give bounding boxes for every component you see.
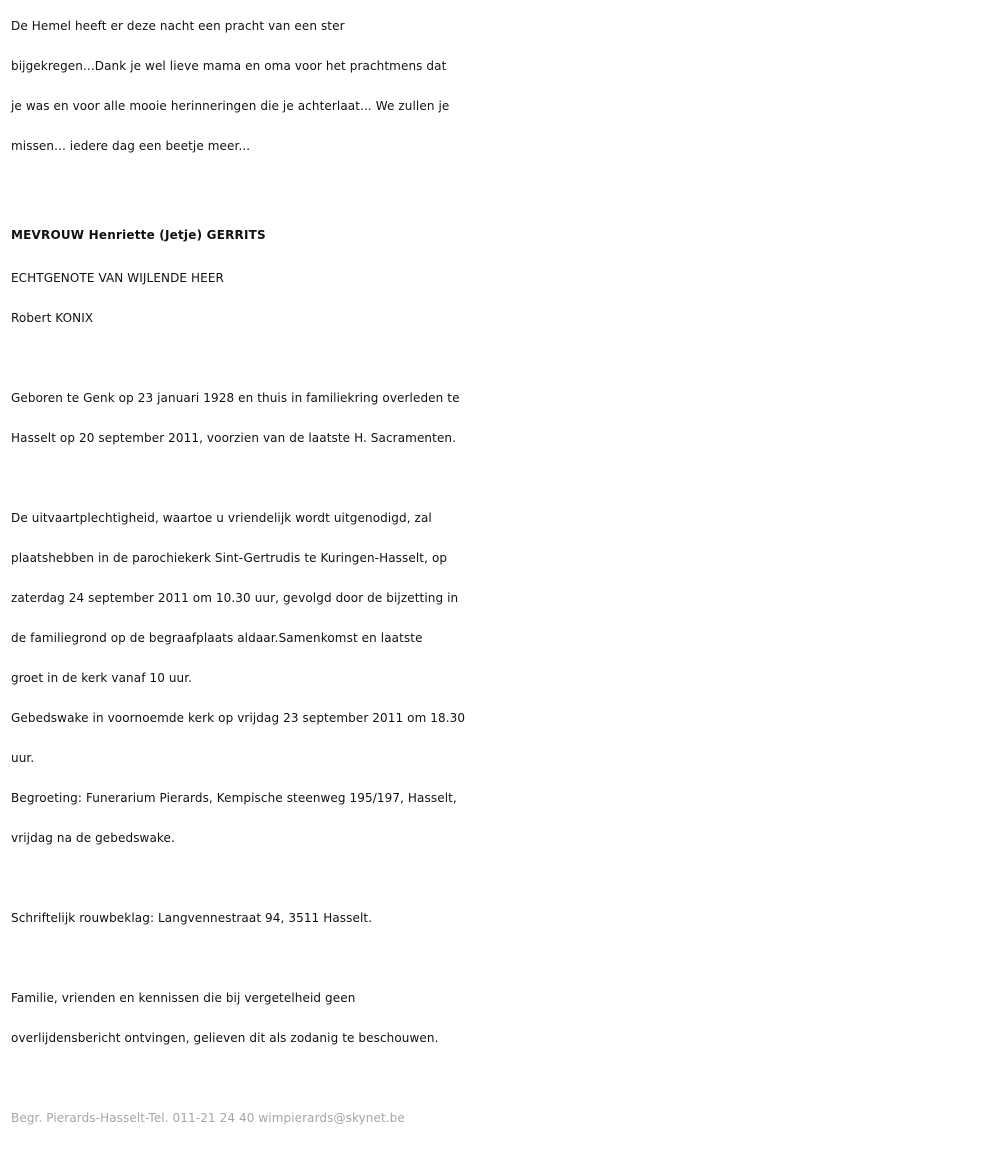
obituary-notice [11, 6, 993, 1138]
spacer [11, 166, 993, 212]
birth-death-line: Hasselt op 20 september 2011, voorzien van de laatste H. Sacramenten. [11, 431, 457, 445]
intro-line: bijgekregen...Dank je wel lieve mama en oma voor het prachtmens dat [11, 59, 447, 73]
spouse-line: ECHTGENOTE VAN WIJLENDE HEER [11, 271, 224, 285]
birth-death-paragraph [11, 378, 993, 458]
deceased-name-title: MEVROUW Henriette (Jetje) GERRITS [11, 228, 266, 242]
ceremony-line: de familiegrond op de begraafplaats aldaar.Samenkomst en laatste [11, 631, 423, 645]
family-notice-line: overlijdensbericht ontvingen, gelieven dit als zodanig te beschouwen. [11, 1031, 439, 1045]
intro-line: De Hemel heeft er deze nacht een pracht van een ster [11, 19, 345, 33]
intro-paragraph [11, 6, 993, 166]
ceremony-line: Gebedswake in voornoemde kerk op vrijdag 23 september 2011 om 18.30 [11, 711, 466, 725]
spouse-line: Robert KONIX [11, 311, 94, 325]
ceremony-line: vrijdag na de gebedswake. [11, 831, 175, 845]
ceremony-line: zaterdag 24 september 2011 om 10.30 uur, gevolgd door de bijzetting in [11, 591, 459, 605]
spouse-block [11, 258, 993, 338]
spacer [11, 338, 993, 378]
ceremony-line: plaatshebben in de parochiekerk Sint-Gertrudis te Kuringen-Hasselt, op [11, 551, 448, 565]
intro-line: je was en voor alle mooie herinneringen die je achterlaat... We zullen je [11, 99, 450, 113]
spacer [11, 1058, 993, 1098]
spacer [11, 458, 993, 498]
ceremony-paragraph [11, 498, 993, 858]
ceremony-line: uur. [11, 751, 35, 765]
intro-line: missen... iedere dag een beetje meer... [11, 139, 251, 153]
spacer [11, 858, 993, 898]
spacer [11, 938, 993, 978]
funeral-home-footer: Begr. Pierards-Hasselt-Tel. 011-21 24 40 wimpierards@skynet.be [11, 1111, 405, 1125]
family-notice-paragraph [11, 978, 993, 1058]
birth-death-line: Geboren te Genk op 23 januari 1928 en thuis in familiekring overleden te [11, 391, 460, 405]
ceremony-line: groet in de kerk vanaf 10 uur. [11, 671, 193, 685]
ceremony-line: De uitvaartplechtigheid, waartoe u vriendelijk wordt uitgenodigd, zal [11, 511, 432, 525]
condolence-address: Schriftelijk rouwbeklag: Langvennestraat 94, 3511 Hasselt. [11, 911, 373, 925]
ceremony-line: Begroeting: Funerarium Pierards, Kempische steenweg 195/197, Hasselt, [11, 791, 457, 805]
family-notice-line: Familie, vrienden en kennissen die bij vergetelheid geen [11, 991, 356, 1005]
